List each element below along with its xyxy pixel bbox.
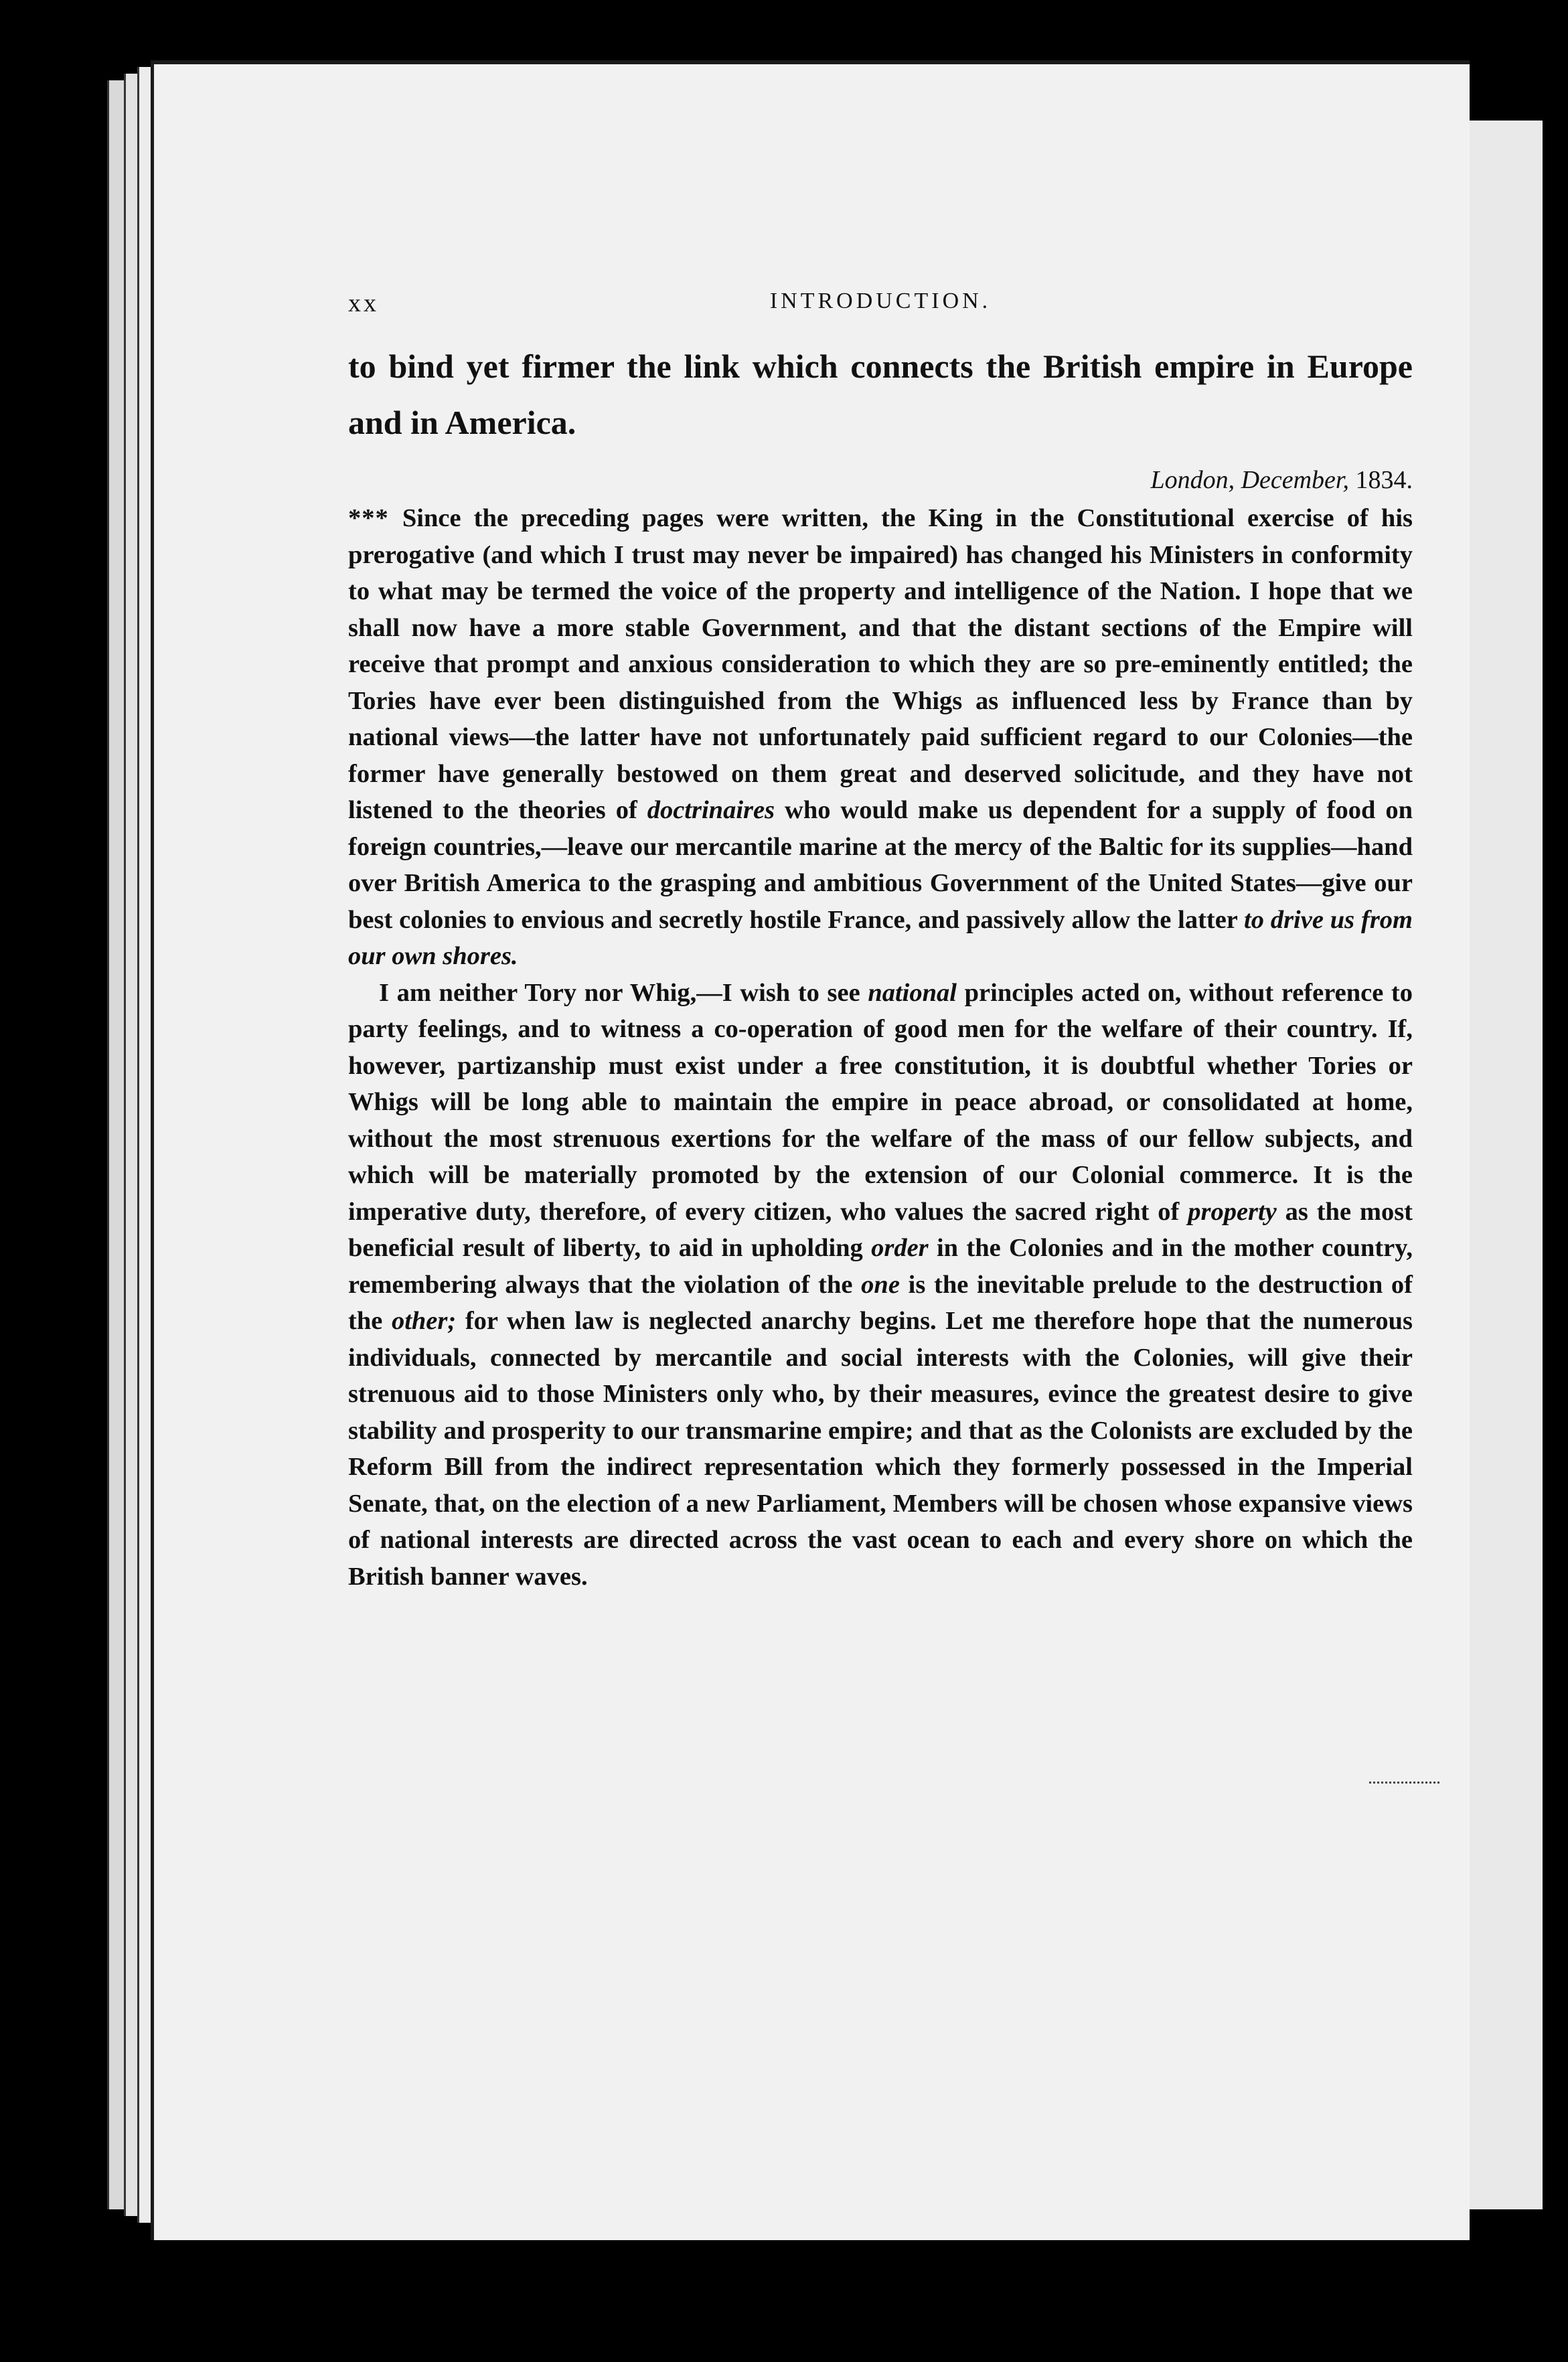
end-rule [1369, 1782, 1439, 1784]
closing-text: I am neither Tory nor Whig,—I wish to see [379, 978, 868, 1007]
italic-phrase: to drive us from our own shores. [348, 905, 1413, 970]
lead-paragraph: to bind yet firmer the link which connects the British empire in Europe and in America. [348, 347, 1413, 441]
running-head [348, 289, 1413, 335]
closing-paragraph [348, 975, 1413, 1595]
closing-text: as the most beneficial result of liberty, to aid in upholding [348, 1197, 1413, 1262]
text-block [348, 289, 1413, 1595]
italic-term: other; [391, 1307, 457, 1335]
closing-text: in the Colonies and in the mother country, remembering always that the violation of the [348, 1234, 1413, 1299]
postscript-text: who would make us dependent for a supply of food on foreign countries,—leave our mercantile marine at the mercy of the Baltic for its supplies—hand over British America to the grasping and ambitious Government of the United States—give our best colonies to envious and secretly hostile France, and passively allow the latter [348, 796, 1413, 934]
closing-text: for when law is neglected anarchy begins. Let me therefore hope that the numerous individuals, connected by mercantile and social interests with the Colonies, will give their strenuous aid to those Ministers only who, by their measures, evince the greatest desire to give stability and prosperity to our transmarine empire; and that as the Colonists are excluded by the Reform Bill from the indirect representation which they formerly possessed in the Imperial Senate, that, on the election of a new Parliament, Members will be chosen whose expansive views of national interests are directed across the vast ocean to each and every shore on which the British banner waves. [348, 1307, 1413, 1591]
italic-term: national [868, 978, 957, 1007]
postscript-text: Since the preceding pages were written, the King in the Constitutional exercise of his prerogative (and which I trust may never be impaired) has changed his Ministers in conformity to what may be termed the voice of the property and intelligence of the Nation. I hope that we shall now have a more stable Government, and that the distant sections of the Empire will receive that prompt and anxious consideration to which they are so pre-eminently entitled; the Tories have ever been distinguished from the Whigs as influenced less by France than by national views—the latter have not unfortunately paid sufficient regard to our Colonies—the former have generally bestowed on them great and deserved solicitude, and they have not listened to the theories of [348, 504, 1413, 824]
book-page [151, 60, 1470, 2240]
signoff-year: 1834. [1355, 466, 1413, 494]
postscript-paragraph [348, 500, 1413, 975]
page-number: xx [348, 289, 379, 317]
closing-text: is the inevitable prelude to the destruction of the [348, 1270, 1413, 1335]
signoff [348, 461, 1413, 499]
italic-term: doctrinaires [647, 796, 775, 824]
adjacent-page-edge [1460, 121, 1543, 2209]
asterism: *** [348, 504, 402, 532]
closing-text: principles acted on, without reference to party feelings, and to witness a co-operation of good men for the welfare of their country. If, however, partizanship must exist under a free constitution, it is doubtful whether Tories or Whigs will be long able to maintain the empire in peace abroad, or consolidated at home, without the most strenuous exertions for the welfare of the mass of our fellow subjects, and which will be materially promoted by the extension of our Colonial commerce. It is the imperative duty, therefore, of every citizen, who values the sacred right of [348, 978, 1413, 1226]
running-title: INTRODUCTION. [769, 289, 992, 313]
italic-term: property [1188, 1197, 1277, 1226]
italic-term: one [861, 1270, 900, 1299]
signoff-place-date: London, December, [1150, 466, 1349, 494]
italic-term: order [871, 1234, 929, 1262]
